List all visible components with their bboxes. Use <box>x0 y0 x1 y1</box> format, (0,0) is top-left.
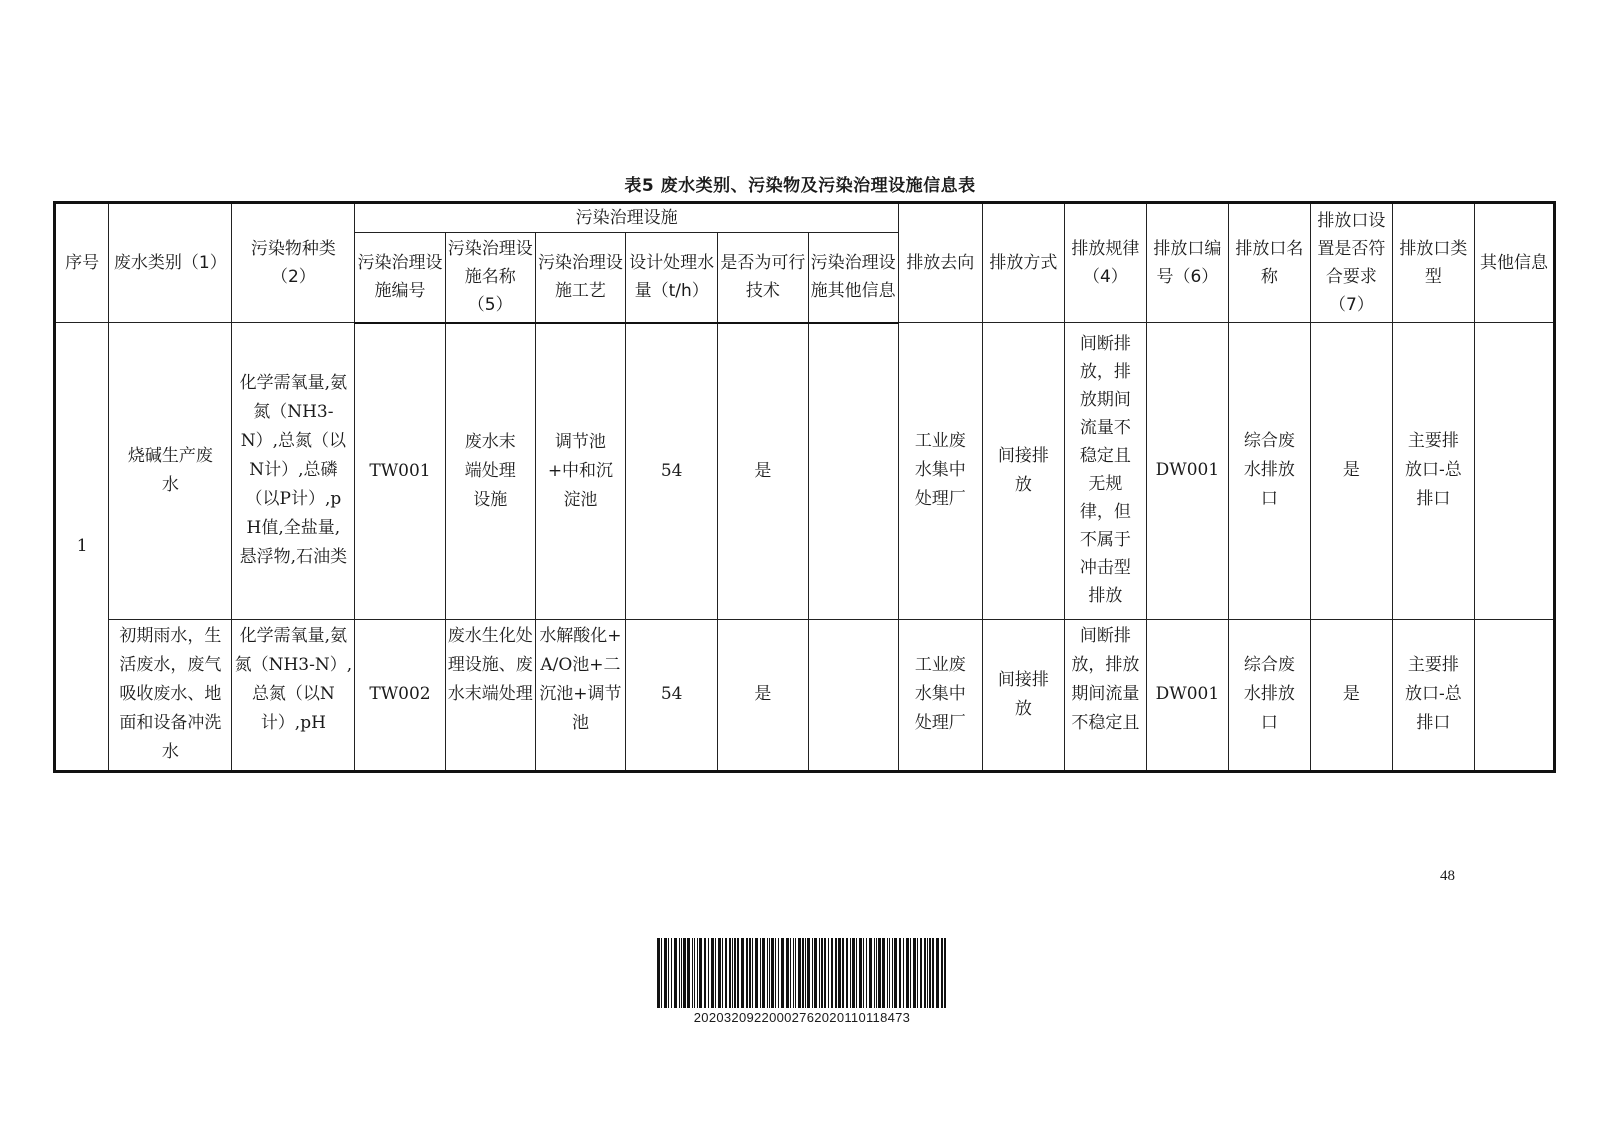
header-discharge-pattern: 排放规律（4） <box>1064 203 1146 323</box>
barcode-bar <box>819 938 820 1008</box>
barcode-bar <box>795 938 796 1008</box>
cell-outlet-id: DW001 <box>1146 619 1228 771</box>
cell-outlet-compliant: 是 <box>1310 619 1392 771</box>
barcode-bar <box>793 938 794 1008</box>
barcode-bar <box>932 938 934 1008</box>
cell-discharge-destination-text: 工业废水集中处理厂 <box>914 655 966 734</box>
cell-discharge-mode <box>982 323 1064 620</box>
barcode-bar <box>681 938 682 1008</box>
header-facility-name: 污染治理设施名称（5） <box>445 233 535 323</box>
barcode-bar <box>790 938 791 1008</box>
cell-wastewater-type-text: 烧碱生产废水 <box>127 445 213 495</box>
cell-design-capacity: 54 <box>626 619 718 771</box>
cell-pollutant-type <box>232 323 355 620</box>
barcode-bar <box>694 938 695 1008</box>
cell-facility-other <box>808 619 898 771</box>
header-facility-process: 污染治理设施工艺 <box>535 233 625 323</box>
barcode-bar <box>664 938 667 1008</box>
barcode-bar <box>920 938 922 1008</box>
cell-discharge-destination <box>898 619 982 771</box>
page-number: 48 <box>1440 868 1455 884</box>
barcode-bar <box>842 938 844 1008</box>
barcode-bar <box>812 938 813 1008</box>
barcode-bar <box>944 938 946 1008</box>
barcode-bar <box>878 938 881 1008</box>
barcode-bar <box>835 938 837 1008</box>
cell-other-info <box>1474 323 1554 620</box>
barcode-bar <box>715 938 716 1008</box>
cell-facility-id: TW002 <box>355 619 445 771</box>
cell-outlet-name <box>1228 619 1310 771</box>
barcode-bar <box>752 938 753 1008</box>
cell-facility-other <box>808 323 898 620</box>
cell-outlet-compliant: 是 <box>1310 323 1392 620</box>
barcode-bar <box>725 938 727 1008</box>
cell-discharge-pattern-text: 间断排放，排放期间流量不稳定且无规律，但不属于冲击型排放 <box>1079 334 1131 607</box>
barcode-bar <box>711 938 714 1008</box>
barcode-bar <box>798 938 801 1008</box>
cell-facility-name-text: 废水末端处理设施 <box>464 431 516 510</box>
cell-facility-process <box>535 323 625 620</box>
header-facility-other: 污染治理设施其他信息 <box>808 233 898 323</box>
barcode-bar <box>913 938 916 1008</box>
table-title: 表5 废水类别、污染物及污染治理设施信息表 <box>624 176 976 196</box>
barcode-bar <box>929 938 931 1008</box>
cell-facility-id: TW001 <box>355 323 445 620</box>
barcode-bar <box>917 938 918 1008</box>
barcode-bar <box>859 938 862 1008</box>
barcode-bar <box>887 938 888 1008</box>
cell-facility-process-text: 调节池+中和沉淀池 <box>547 431 614 510</box>
header-discharge-mode: 排放方式 <box>982 203 1064 323</box>
header-outlet-id: 排放口编号（6） <box>1146 203 1228 323</box>
header-outlet-name: 排放口名称 <box>1228 203 1310 323</box>
barcode-bar <box>863 938 864 1008</box>
barcode-bar <box>828 938 829 1008</box>
barcode-bar <box>760 938 761 1008</box>
barcode-bar <box>889 938 890 1008</box>
barcode-bar <box>704 938 706 1008</box>
barcode-bar <box>679 938 680 1008</box>
barcode-bar <box>903 938 904 1008</box>
barcode-bar <box>746 938 748 1008</box>
header-feasible-tech: 是否为可行技术 <box>718 233 808 323</box>
barcode-bar <box>718 938 721 1008</box>
barcode-bar <box>894 938 897 1008</box>
table-row <box>55 323 1555 620</box>
barcode-bar <box>749 938 751 1008</box>
barcode-bar <box>874 938 875 1008</box>
cell-pollutant-type-text: 化学需氧量,氨氮（NH3-N）,总氮（以N计）,总磷（以P计）,pH值,全盐量,悬浮物,石油类 <box>239 373 348 568</box>
barcode-bar <box>683 938 686 1008</box>
header-other-info: 其他信息 <box>1474 203 1554 323</box>
barcode-bar <box>899 938 901 1008</box>
header-discharge-destination: 排放去向 <box>898 203 982 323</box>
cell-seq: 1 <box>55 323 109 772</box>
barcode-bar <box>732 938 733 1008</box>
cell-wastewater-type <box>109 323 232 620</box>
header-design-capacity: 设计处理水量（t/h） <box>626 233 718 323</box>
barcode-bar <box>737 938 739 1008</box>
cell-facility-name-text: 废水生化处理设施、废水末端处理 <box>447 625 533 704</box>
barcode-bar <box>781 938 784 1008</box>
cell-outlet-type <box>1392 323 1474 620</box>
cell-discharge-pattern-text: 间断排放，排放期间流量不稳定且 <box>1071 625 1140 733</box>
cell-pollutant-type-text: 化学需氧量,氨氮（NH3-N）,总氮（以N计）,pH <box>234 625 353 733</box>
barcode-bar <box>674 938 677 1008</box>
cell-outlet-name-text: 综合废水排放口 <box>1243 431 1295 510</box>
barcode-bar <box>668 938 669 1008</box>
header-facility-id: 污染治理设施编号 <box>355 233 445 323</box>
header-pollutant-type: 污染物种类（2） <box>232 203 355 323</box>
cell-facility-process <box>535 619 625 771</box>
header-seq: 序号 <box>55 203 109 323</box>
barcode-number: 20203209220002762020110118473 <box>693 1010 911 1025</box>
header-outlet-type: 排放口类型 <box>1392 203 1474 323</box>
barcode-bar <box>786 938 789 1008</box>
barcode-bar <box>941 938 943 1008</box>
cell-outlet-name-text: 综合废水排放口 <box>1243 655 1295 734</box>
cell-discharge-pattern <box>1064 323 1146 620</box>
barcode-bar <box>821 938 823 1008</box>
cell-pollutant-type <box>232 619 355 771</box>
barcode-bar <box>771 938 774 1008</box>
barcode-bar <box>671 938 672 1008</box>
barcode-bar <box>831 938 833 1008</box>
cell-other-info <box>1474 619 1554 771</box>
wastewater-facilities-table <box>53 201 1556 773</box>
barcode-bar <box>769 938 770 1008</box>
barcode-bar <box>936 938 939 1008</box>
header-facility-group: 污染治理设施 <box>355 203 898 233</box>
barcode-bar <box>838 938 841 1008</box>
cell-wastewater-type <box>109 619 232 771</box>
barcode-bar <box>722 938 723 1008</box>
cell-feasible-tech: 是 <box>718 323 808 620</box>
cell-facility-name <box>445 323 535 620</box>
barcode-bar <box>892 938 893 1008</box>
barcode-bar <box>661 938 662 1008</box>
barcode-bar <box>734 938 736 1008</box>
barcode-bar <box>856 938 857 1008</box>
barcode-bar <box>869 938 872 1008</box>
barcode-bar <box>852 938 855 1008</box>
barcode-bar <box>755 938 758 1008</box>
barcode-bar <box>882 938 885 1008</box>
cell-outlet-id: DW001 <box>1146 323 1228 620</box>
barcode-bar <box>906 938 909 1008</box>
barcode-bar <box>762 938 765 1008</box>
barcode-bar <box>910 938 911 1008</box>
barcode-bar <box>850 938 851 1008</box>
barcode-bar <box>778 938 779 1008</box>
barcode-bar <box>729 938 731 1008</box>
cell-discharge-mode <box>982 619 1064 771</box>
cell-wastewater-type-text: 初期雨水，生活废水，废气吸收废水、地面和设备冲洗水 <box>119 625 222 762</box>
cell-outlet-name <box>1228 323 1310 620</box>
header-outlet-compliant: 排放口设置是否符合要求（7） <box>1310 203 1392 323</box>
barcode-bar <box>687 938 690 1008</box>
header-wastewater-type: 废水类别（1） <box>109 203 232 323</box>
barcode-bar <box>846 938 848 1008</box>
cell-outlet-type <box>1392 619 1474 771</box>
cell-design-capacity: 54 <box>626 323 718 620</box>
barcode-bar <box>775 938 776 1008</box>
cell-outlet-type-text: 主要排放口-总排口 <box>1405 431 1462 510</box>
cell-feasible-tech: 是 <box>718 619 808 771</box>
barcode-bar <box>814 938 817 1008</box>
cell-discharge-mode-text: 间接排放 <box>997 669 1049 719</box>
barcode-bar <box>657 938 660 1008</box>
cell-discharge-destination-text: 工业废水集中处理厂 <box>914 431 966 510</box>
barcode-bar <box>927 938 928 1008</box>
cell-outlet-type-text: 主要排放口-总排口 <box>1405 655 1462 734</box>
barcode-bar <box>924 938 926 1008</box>
cell-facility-process-text: 水解酸化+A/O池+二沉池+调节池 <box>539 625 622 733</box>
barcode-bar <box>807 938 810 1008</box>
barcode-bar <box>699 938 702 1008</box>
barcode-bar <box>767 938 768 1008</box>
barcode <box>657 938 947 1008</box>
cell-facility-name <box>445 619 535 771</box>
table-row <box>55 619 1555 771</box>
cell-discharge-mode-text: 间接排放 <box>997 445 1049 495</box>
barcode-bar <box>692 938 693 1008</box>
barcode-bar <box>697 938 698 1008</box>
barcode-bar <box>824 938 826 1008</box>
cell-discharge-pattern <box>1064 619 1146 771</box>
barcode-bar <box>802 938 804 1008</box>
barcode-bar <box>741 938 744 1008</box>
barcode-bar <box>708 938 709 1008</box>
barcode-bar <box>876 938 877 1008</box>
barcode-bar <box>866 938 867 1008</box>
barcode-bar <box>805 938 806 1008</box>
cell-discharge-destination <box>898 323 982 620</box>
